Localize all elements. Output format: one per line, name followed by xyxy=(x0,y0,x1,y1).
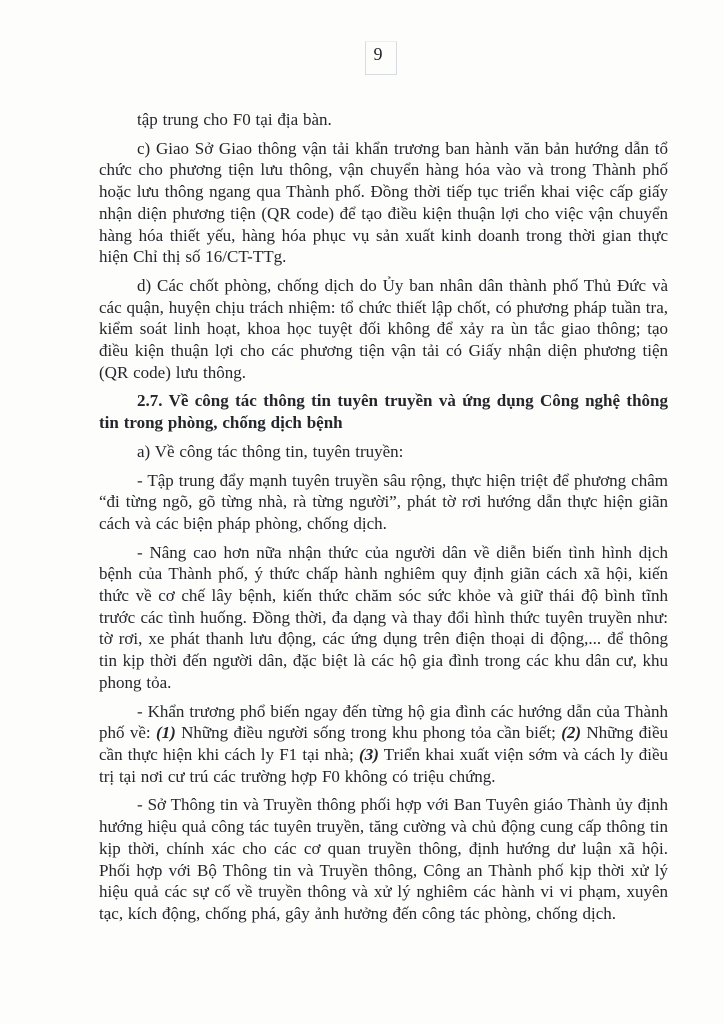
page-number-value: 9 xyxy=(371,43,386,65)
text-segment: Những điều người sống trong khu phong tỏa cần biết; xyxy=(175,723,562,743)
text-segment: - Sở Thông tin và Truyền thông phối hợp với Ban Tuyên giáo Thành ủy định hướng hiệu quả công tác tuyên truyền, tăng cường và chủ động cung cấp thông tin kịp thời, chính xác cho các cơ quan truyền thông, định hướng dư luận xã hội. Phối hợp với Bộ Thông tin và Truyền thông, Công an Thành phố kịp thời xử lý hiệu quả các sự cố về truyền thông và xử lý nghiêm các hành vi vi phạm, xuyên tạc, kích động, chống phá, gây ảnh hưởng đến công tác phòng, chống dịch. xyxy=(99,795,668,923)
page-number xyxy=(16,43,724,65)
paragraph-bullet-media-coordination xyxy=(99,794,668,924)
paragraph-item-a-info xyxy=(99,441,668,463)
text-segment: - Tập trung đẩy mạnh tuyên truyền sâu rộng, thực hiện triệt để phương châm “đi từng ngõ, gõ từng nhà, rà từng người”, phát tờ rơi hướng dẫn thực hiện giãn cách và các biện pháp phòng, chống dịch. xyxy=(99,470,668,533)
text-segment: 2.7. Về công tác thông tin tuyên truyền và ứng dụng Công nghệ thông tin trong phòng, chống dịch bệnh xyxy=(99,391,668,433)
text-segment: a) Về công tác thông tin, tuyên truyền: xyxy=(137,441,404,461)
paragraph-heading-2-7 xyxy=(99,390,668,433)
document-body xyxy=(99,109,668,932)
text-segment: Triển khai xuất viện sớm và cách ly điều trị tại nơi cư trú các trường hợp F0 không có triệu chứng. xyxy=(99,744,668,786)
text-segment: - Nâng cao hơn nữa nhận thức của người dân về diễn biến tình hình dịch bệnh của Thành phố, ý thức chấp hành nghiêm quy định giãn cách xã hội, kiến thức về cơ chế lây bệnh, kiến thức chăm sóc sức khỏe và giữ thái độ bình tĩnh trước các tình huống. Đồng thời, đa dạng và thay đổi hình thức tuyên truyền như: tờ rơi, xe phát thanh lưu động, các ứng dụng trên điện thoại di động,... để thông tin kịp thời đến người dân, đặc biệt là các hộ gia đình trong các khu dân cư, khu phong tỏa. xyxy=(99,542,668,692)
text-segment: c) Giao Sở Giao thông vận tải khẩn trương ban hành văn bản hướng dẫn tổ chức cho phương tiện lưu thông, vận chuyển hàng hóa vào và trong Thành phố hoặc lưu thông ngang qua Thành phố. Đồng thời tiếp tục triển khai việc cấp giấy nhận diện phương tiện (QR code) để tạo điều kiện thuận lợi cho việc vận chuyển hàng hóa thiết yếu, hàng hóa phục vụ sản xuất kinh doanh trong thời gian thực hiện Chỉ thị số 16/CT-TTg. xyxy=(99,138,668,267)
text-segment: Những điều cần thực hiện khi cách ly F1 tại nhà; xyxy=(99,723,668,764)
list-marker-emphasis: (2) xyxy=(561,723,582,743)
paragraph-bullet-household-guides xyxy=(99,701,668,788)
text-segment: d) Các chốt phòng, chống dịch do Ủy ban nhân dân thành phố Thủ Đức và các quận, huyện chịu trách nhiệm: tổ chức thiết lập chốt, có phương pháp tuần tra, kiểm soát linh hoạt, khoa học tuyệt đối không để xảy ra ùn tắc giao thông; tạo điều kiện thuận lợi cho các phương tiện vận tải có Giấy nhận diện phương tiện (QR code) lưu thông. xyxy=(99,275,668,382)
paragraph-item-c-transport xyxy=(99,138,668,268)
list-marker-emphasis: (3) xyxy=(359,744,379,764)
paragraph-bullet-awareness xyxy=(99,542,668,694)
paragraph-continuation-f0 xyxy=(99,109,668,131)
list-marker-emphasis: (1) xyxy=(155,723,176,743)
text-segment: - Khẩn trương phổ biến ngay đến từng hộ gia đình các hướng dẫn của Thành phố về: xyxy=(99,701,668,743)
paragraph-item-d-checkpoints xyxy=(99,275,668,384)
text-segment: tập trung cho F0 tại địa bàn. xyxy=(137,110,332,129)
paragraph-bullet-propaganda xyxy=(99,470,668,535)
